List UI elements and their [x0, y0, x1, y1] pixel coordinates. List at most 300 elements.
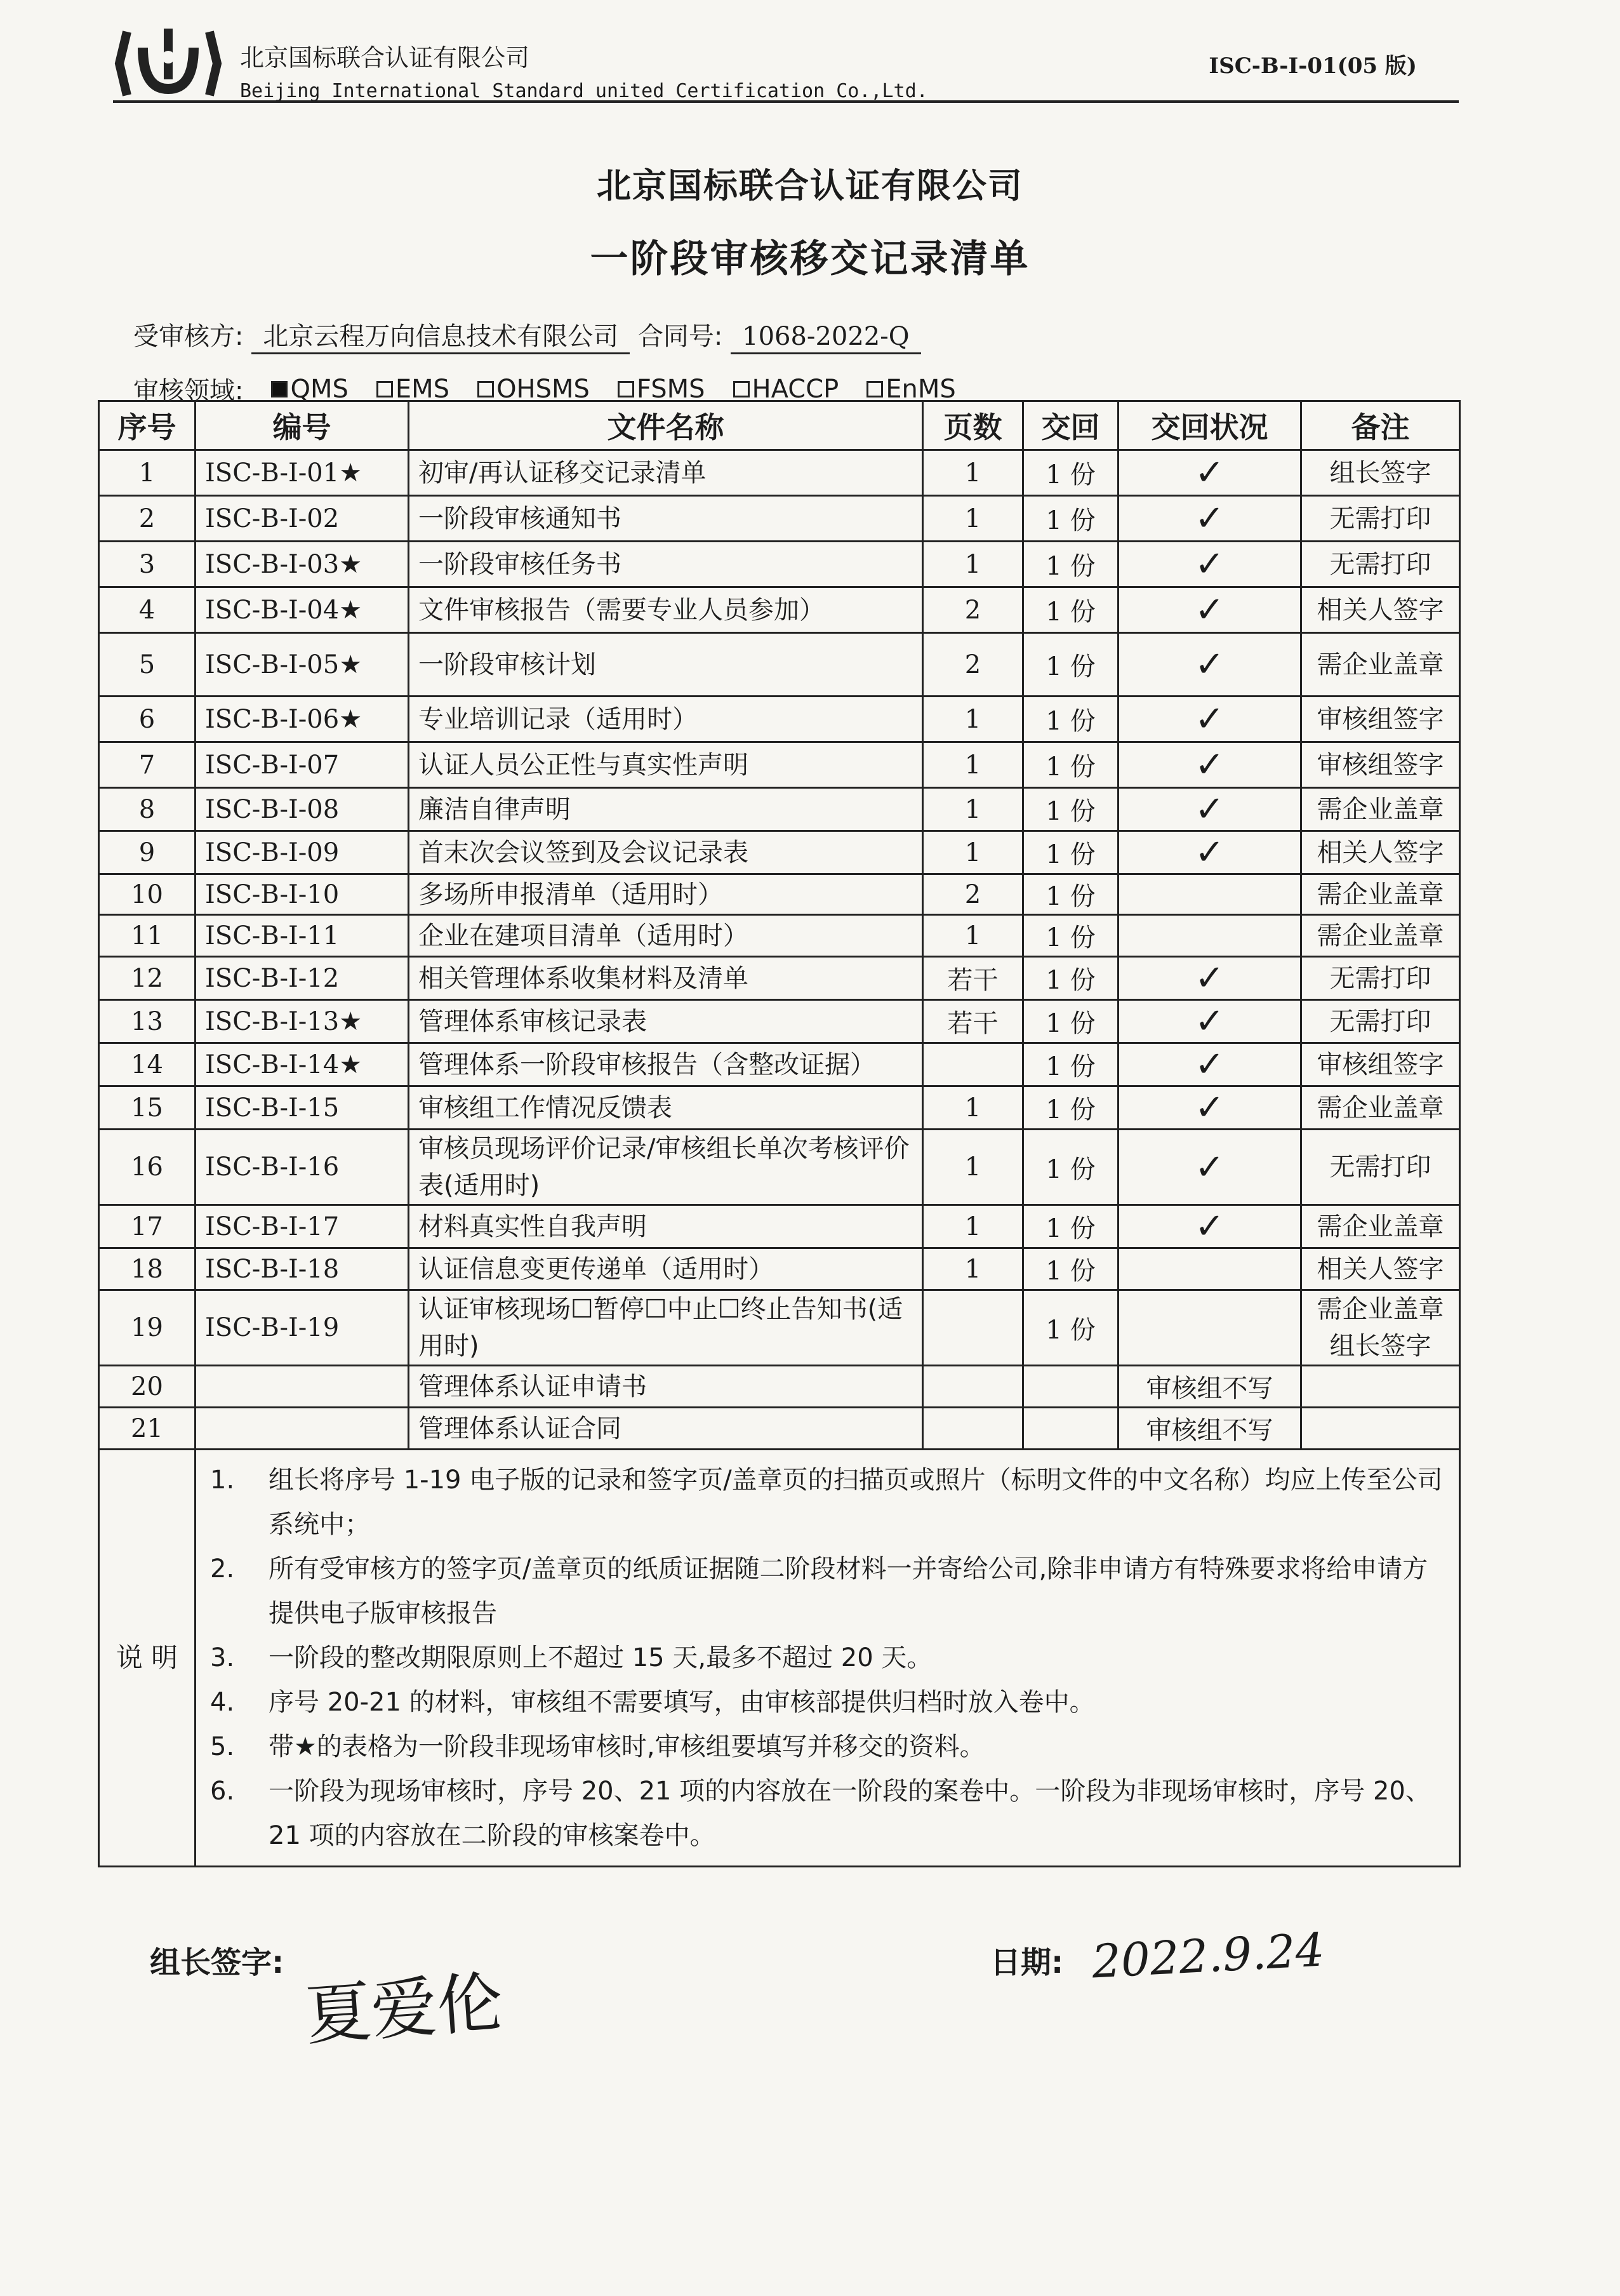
cell-filename: [409, 1130, 923, 1205]
check-mark-icon: ✓: [1195, 498, 1225, 539]
cell-pages: [923, 542, 1023, 587]
cell-no-text: 20: [131, 1372, 163, 1401]
cell-code: [196, 450, 409, 496]
cell-code-text: ISC-B-I-14★: [205, 1050, 362, 1079]
table-row: [99, 496, 1460, 542]
cell-returned: [1023, 1086, 1119, 1130]
cell-remark: [1301, 496, 1460, 542]
check-mark-icon: ✓: [1195, 744, 1225, 785]
cell-returned: [1023, 633, 1119, 697]
cell-pages: [923, 450, 1023, 496]
cell-pages: [923, 915, 1023, 957]
header-divider: [113, 100, 1459, 103]
cell-status-text: 审核组不写: [1146, 1416, 1273, 1445]
cell-no: [99, 915, 196, 957]
cell-returned-text: 1 份: [1046, 882, 1096, 911]
cell-remark: [1301, 1000, 1460, 1043]
cell-code: [196, 542, 409, 587]
check-mark-icon: ✓: [1195, 1087, 1225, 1128]
cell-filename: [409, 697, 923, 742]
note-text: 带★的表格为一阶段非现场审核时,审核组要填写并移交的资料。: [269, 1732, 985, 1761]
domain-name-qms: QMS: [290, 374, 349, 404]
check-mark-icon: ✓: [1195, 644, 1225, 685]
cell-code-text: ISC-B-I-05★: [205, 650, 362, 679]
letterhead-company-en: Beijing International Standard united Certification Co.,Ltd.: [240, 80, 928, 102]
cell-code: [196, 1130, 409, 1205]
cell-pages: [923, 587, 1023, 633]
domain-name-ems: EMS: [395, 374, 450, 404]
check-mark-icon: ✓: [1195, 958, 1225, 999]
note-text: 一阶段的整改期限原则上不超过 15 天,最多不超过 20 天。: [269, 1643, 933, 1672]
cell-remark-text: 审核组签字: [1317, 704, 1444, 734]
cell-status: [1119, 1366, 1301, 1408]
cell-returned-text: 1 份: [1046, 597, 1096, 627]
table-header-row: [99, 401, 1460, 450]
note-number: 4.: [210, 1688, 235, 1717]
cell-pages-text: 1: [964, 1152, 981, 1182]
cell-remark-text: 需企业盖章: [1317, 921, 1444, 951]
cell-pages-text: 2: [964, 879, 981, 909]
document-title: 北京国标联合认证有限公司: [597, 166, 1023, 206]
cell-no: [99, 831, 196, 874]
cell-pages: [923, 1086, 1023, 1130]
cell-remark-text: 审核组签字: [1317, 1050, 1444, 1079]
cell-no: [99, 957, 196, 1000]
cell-returned-text: 1 份: [1046, 840, 1096, 869]
cell-filename: [409, 633, 923, 697]
cell-status: [1119, 1043, 1301, 1086]
cell-no-text: 9: [138, 838, 156, 867]
note-number: 6.: [210, 1777, 235, 1806]
audit-domain-label: 审核领域:: [133, 377, 244, 406]
checkbox-qms: [271, 381, 288, 397]
cell-returned: [1023, 1205, 1119, 1248]
cell-filename-text: 管理体系认证申请书: [418, 1372, 647, 1401]
form-code: ISC-B-I-01(05 版): [1209, 53, 1417, 79]
table-row: [99, 742, 1460, 788]
domain-option-fsms: [618, 375, 705, 404]
cell-code-text: ISC-B-I-13★: [205, 1006, 362, 1036]
cell-status: [1119, 1408, 1301, 1450]
cell-filename-text: 专业培训记录（适用时）: [418, 704, 698, 734]
cell-returned-text: 1 份: [1046, 752, 1096, 782]
checkbox-ohsms: [477, 381, 494, 397]
domain-name-ohsms: OHSMS: [496, 374, 590, 404]
cell-returned: [1023, 496, 1119, 542]
cell-code: [196, 496, 409, 542]
table-row: [99, 957, 1460, 1000]
cell-code: [196, 1043, 409, 1086]
cell-code: [196, 874, 409, 915]
cell-no-text: 3: [138, 549, 156, 579]
check-mark-icon: ✓: [1195, 1206, 1225, 1247]
cell-code: [196, 1408, 409, 1450]
cell-filename: [409, 915, 923, 957]
cell-code-text: ISC-B-I-04★: [205, 595, 362, 625]
cell-filename: [409, 1408, 923, 1450]
cell-no-text: 16: [131, 1152, 163, 1182]
check-mark-icon: ✓: [1195, 589, 1225, 631]
check-mark-icon: ✓: [1195, 1044, 1225, 1085]
cell-code: [196, 831, 409, 874]
cell-returned-text: 1 份: [1046, 923, 1096, 952]
cell-remark-text: 无需打印: [1329, 549, 1431, 579]
cell-no-text: 15: [131, 1093, 163, 1123]
domain-name-fsms: FSMS: [636, 374, 705, 404]
cell-returned: [1023, 957, 1119, 1000]
cell-status: [1119, 788, 1301, 831]
cell-code-text: ISC-B-I-02: [205, 504, 340, 533]
handwritten-date: 2022.9.24: [1091, 1923, 1326, 1989]
cell-status: [1119, 496, 1301, 542]
cell-returned-text: 1 份: [1046, 460, 1096, 490]
cell-filename-text: 一阶段审核计划: [418, 650, 596, 679]
cell-remark-text: 需企业盖章: [1317, 1093, 1444, 1123]
cell-code: [196, 633, 409, 697]
cell-no: [99, 496, 196, 542]
cell-returned-text: 1 份: [1046, 797, 1096, 826]
note-text: 组长将序号 1-19 电子版的记录和签字页/盖章页的扫描页或照片（标明文件的中文名称）均应上传至公司系统中；: [269, 1465, 1443, 1539]
cell-no-text: 13: [131, 1006, 163, 1036]
cell-code-text: ISC-B-I-10: [205, 879, 340, 909]
header-no: 序号: [99, 401, 196, 450]
note-text: 一阶段为现场审核时，序号 20、21 项的内容放在一阶段的案卷中。一阶段为非现场审核时，序号 20、21 项的内容放在二阶段的审核案卷中。: [269, 1777, 1431, 1850]
cell-remark: [1301, 831, 1460, 874]
cell-filename: [409, 450, 923, 496]
cell-no: [99, 450, 196, 496]
cell-remark: [1301, 1248, 1460, 1290]
cell-code: [196, 1248, 409, 1290]
cell-remark-text: 需企业盖章: [1317, 794, 1444, 824]
note-item: [205, 1547, 1450, 1636]
cell-code-text: ISC-B-I-01★: [205, 458, 362, 488]
cell-code-text: ISC-B-I-07: [205, 750, 340, 780]
domain-option-enms: [866, 375, 956, 404]
cell-no-text: 4: [138, 595, 156, 625]
cell-remark: [1301, 1130, 1460, 1205]
cell-pages-text: 2: [964, 650, 981, 679]
cell-pages-text: 1: [964, 1093, 981, 1123]
cell-filename: [409, 1248, 923, 1290]
cell-returned-text: 1 份: [1046, 1214, 1096, 1243]
cell-code-text: ISC-B-I-17: [205, 1211, 340, 1241]
auditee-line: [133, 316, 921, 352]
cell-returned: [1023, 697, 1119, 742]
cell-returned: [1023, 831, 1119, 874]
cell-status: [1119, 697, 1301, 742]
note-text: 序号 20-21 的材料，审核组不需要填写，由审核部提供归档时放入卷中。: [269, 1688, 1095, 1717]
table-row: [99, 1205, 1460, 1248]
cell-filename: [409, 1290, 923, 1366]
cell-remark-text: 相关人签字: [1317, 595, 1444, 625]
cell-no-text: 21: [131, 1413, 163, 1443]
note-item: [205, 1458, 1450, 1547]
table-row: [99, 1366, 1460, 1408]
check-mark-icon: ✓: [1195, 452, 1225, 493]
cell-remark: [1301, 697, 1460, 742]
cell-no: [99, 1086, 196, 1130]
cell-remark: [1301, 542, 1460, 587]
cell-remark: [1301, 1290, 1460, 1366]
company-logo: [114, 19, 222, 108]
notes-content: [196, 1450, 1460, 1867]
cell-status: [1119, 1000, 1301, 1043]
checkbox-haccp: [733, 381, 750, 397]
note-number: 2.: [210, 1554, 235, 1584]
domain-option-haccp: [733, 375, 839, 404]
cell-filename: [409, 874, 923, 915]
notes-label-text: 说 明: [116, 1641, 178, 1673]
domain-option-qms: [271, 375, 348, 404]
cell-code-text: ISC-B-I-12: [205, 963, 340, 993]
check-mark-icon: ✓: [1195, 698, 1225, 740]
cell-no: [99, 633, 196, 697]
checkbox-ems: [376, 381, 393, 397]
cell-status: [1119, 1086, 1301, 1130]
cell-filename: [409, 542, 923, 587]
table-row: [99, 1290, 1460, 1366]
leader-signature-label: 组长签字:: [150, 1945, 284, 1980]
cell-remark: [1301, 633, 1460, 697]
cell-no: [99, 1408, 196, 1450]
table-row: [99, 542, 1460, 587]
letterhead-company-cn: 北京国标联合认证有限公司: [240, 44, 530, 72]
cell-returned-text: 1 份: [1046, 1009, 1096, 1038]
cell-filename-text: 管理体系一阶段审核报告（含整改证据）: [418, 1050, 875, 1079]
cell-filename-text: 一阶段审核任务书: [418, 549, 621, 579]
cell-pages-text: 1: [964, 750, 981, 780]
domain-option-ohsms: [477, 375, 590, 404]
cell-remark-text: 无需打印: [1329, 1152, 1431, 1182]
cell-filename: [409, 831, 923, 874]
cell-no-text: 6: [138, 704, 156, 734]
check-mark-icon: ✓: [1195, 544, 1225, 585]
cell-filename-text: 多场所申报清单（适用时）: [418, 879, 723, 909]
note-text: 所有受审核方的签字页/盖章页的纸质证据随二阶段材料一并寄给公司,除非申请方有特殊要求将给申请方提供电子版审核报告: [269, 1554, 1428, 1628]
cell-no-text: 2: [138, 504, 156, 533]
cell-no: [99, 1000, 196, 1043]
note-number: 1.: [210, 1465, 235, 1495]
cell-remark: [1301, 587, 1460, 633]
cell-pages: [923, 697, 1023, 742]
cell-status: [1119, 450, 1301, 496]
cell-filename: [409, 1086, 923, 1130]
note-item: [205, 1636, 1450, 1680]
cell-status: [1119, 542, 1301, 587]
cell-returned-text: 1 份: [1046, 707, 1096, 736]
auditee-value: 北京云程万向信息技术有限公司: [251, 322, 630, 354]
cell-pages-text: 若干: [947, 966, 999, 995]
cell-remark-text: 相关人签字: [1317, 838, 1444, 867]
cell-remark-text: 审核组签字: [1317, 750, 1444, 780]
cell-no-text: 18: [131, 1254, 163, 1284]
cell-returned-text: 1 份: [1046, 552, 1096, 581]
cell-pages: [923, 788, 1023, 831]
cell-no: [99, 788, 196, 831]
table-row: [99, 1086, 1460, 1130]
cell-returned: [1023, 1290, 1119, 1366]
table-row: [99, 1043, 1460, 1086]
cell-code: [196, 587, 409, 633]
cell-remark: [1301, 874, 1460, 915]
cell-code: [196, 1000, 409, 1043]
cell-no: [99, 587, 196, 633]
cell-returned-text: 1 份: [1046, 506, 1096, 535]
cell-pages: [923, 1248, 1023, 1290]
cell-status: [1119, 1130, 1301, 1205]
cell-filename: [409, 1043, 923, 1086]
cell-code-text: ISC-B-I-08: [205, 794, 340, 824]
contract-label: 合同号:: [637, 322, 723, 351]
table-row: [99, 1130, 1460, 1205]
cell-filename-text: 管理体系认证合同: [418, 1413, 621, 1443]
cell-filename-text: 材料真实性自我声明: [418, 1211, 647, 1241]
cell-no: [99, 697, 196, 742]
cell-returned: [1023, 1000, 1119, 1043]
cell-filename: [409, 742, 923, 788]
cell-status: [1119, 1248, 1301, 1290]
cell-pages: [923, 742, 1023, 788]
cell-returned-text: 1 份: [1046, 1154, 1096, 1184]
cell-returned-text: 1 份: [1046, 652, 1096, 681]
cell-no: [99, 1366, 196, 1408]
table-row: [99, 587, 1460, 633]
document-subtitle: 一阶段审核移交记录清单: [590, 237, 1030, 281]
cell-code-text: ISC-B-I-11: [205, 921, 340, 951]
contract-value: 1068-2022-Q: [731, 322, 920, 354]
cell-pages-text: 1: [964, 838, 981, 867]
cell-no: [99, 742, 196, 788]
cell-status: [1119, 633, 1301, 697]
cell-filename: [409, 788, 923, 831]
cell-code-text: ISC-B-I-09: [205, 838, 340, 867]
cell-pages-text: 1: [964, 549, 981, 579]
table-row: [99, 1248, 1460, 1290]
table-row: [99, 831, 1460, 874]
cell-remark: [1301, 1086, 1460, 1130]
header-pages: 页数: [923, 401, 1023, 450]
cell-returned: [1023, 542, 1119, 587]
cell-no-text: 1: [138, 458, 156, 488]
cell-no-text: 10: [131, 879, 163, 909]
cell-pages: [923, 957, 1023, 1000]
cell-remark: [1301, 788, 1460, 831]
cell-filename-text: 管理体系审核记录表: [418, 1006, 647, 1036]
cell-filename-text: 认证信息变更传递单（适用时）: [418, 1254, 774, 1284]
cell-code: [196, 788, 409, 831]
cell-filename-text: 初审/再认证移交记录清单: [418, 458, 707, 488]
cell-no: [99, 1290, 196, 1366]
cell-returned: [1023, 915, 1119, 957]
cell-returned: [1023, 788, 1119, 831]
cell-remark: [1301, 1043, 1460, 1086]
table-row: [99, 874, 1460, 915]
cell-no-text: 8: [138, 794, 156, 824]
cell-filename-text: 审核员现场评价记录/审核组长单次考核评价表(适用时): [418, 1134, 910, 1200]
cell-pages-text: 1: [964, 1254, 981, 1284]
cell-returned: [1023, 587, 1119, 633]
header-returned: 交回: [1023, 401, 1119, 450]
cell-no: [99, 542, 196, 587]
cell-remark: [1301, 915, 1460, 957]
cell-status: [1119, 915, 1301, 957]
table-body: [99, 450, 1460, 1867]
cell-no: [99, 1248, 196, 1290]
cell-code: [196, 1290, 409, 1366]
cell-code: [196, 915, 409, 957]
cell-status: [1119, 1205, 1301, 1248]
cell-pages: [923, 1043, 1023, 1086]
cell-status-text: 审核组不写: [1146, 1374, 1273, 1403]
cell-pages: [923, 1000, 1023, 1043]
cell-code-text: ISC-B-I-19: [205, 1313, 340, 1342]
cell-filename-text: 企业在建项目清单（适用时）: [418, 921, 748, 951]
cell-no-text: 11: [131, 921, 163, 951]
cell-pages-text: 1: [964, 921, 981, 951]
auditee-label: 受审核方:: [133, 322, 244, 351]
note-number: 5.: [210, 1732, 235, 1761]
cell-no: [99, 1043, 196, 1086]
cell-no: [99, 1130, 196, 1205]
check-mark-icon: ✓: [1195, 1001, 1225, 1042]
notes-row: [99, 1450, 1460, 1867]
cell-code: [196, 742, 409, 788]
header-filename: 文件名称: [409, 401, 923, 450]
cell-status: [1119, 957, 1301, 1000]
cell-remark: [1301, 450, 1460, 496]
cell-no-text: 14: [131, 1050, 163, 1079]
cell-filename-text: 审核组工作情况反馈表: [418, 1093, 672, 1123]
cell-status: [1119, 874, 1301, 915]
cell-no: [99, 874, 196, 915]
cell-code: [196, 957, 409, 1000]
cell-returned-text: 1 份: [1046, 966, 1096, 995]
cell-no-text: 19: [131, 1313, 163, 1342]
cell-no-text: 5: [138, 650, 156, 679]
cell-no-text: 17: [131, 1211, 163, 1241]
cell-pages: [923, 633, 1023, 697]
notes-label: [99, 1450, 196, 1867]
cell-filename: [409, 1366, 923, 1408]
cell-remark-text: 需企业盖章: [1317, 650, 1444, 679]
cell-pages-text: 1: [964, 504, 981, 533]
cell-code-text: ISC-B-I-18: [205, 1254, 340, 1284]
cell-remark-text: 相关人签字: [1317, 1254, 1444, 1284]
cell-pages: [923, 1130, 1023, 1205]
domain-name-enms: EnMS: [886, 374, 956, 404]
cell-filename-text: 首末次会议签到及会议记录表: [418, 838, 748, 867]
cell-pages-text: 若干: [947, 1009, 999, 1038]
cell-filename: [409, 587, 923, 633]
cell-code-text: ISC-B-I-03★: [205, 549, 362, 579]
cell-returned: [1023, 742, 1119, 788]
cell-status: [1119, 831, 1301, 874]
cell-pages-text: 1: [964, 458, 981, 488]
cell-pages: [923, 496, 1023, 542]
cell-returned: [1023, 1366, 1119, 1408]
table-row: [99, 450, 1460, 496]
cell-returned-text: 1 份: [1046, 1095, 1096, 1125]
header-code: 编号: [196, 401, 409, 450]
table-row: [99, 915, 1460, 957]
cell-remark-text: 需企业盖章: [1317, 1211, 1444, 1241]
cell-no-text: 12: [131, 963, 163, 993]
cell-filename: [409, 1000, 923, 1043]
note-item: [205, 1680, 1450, 1725]
cell-returned-text: 1 份: [1046, 1257, 1096, 1286]
cell-remark-text: 组长签字: [1329, 458, 1431, 488]
note-item: [205, 1769, 1450, 1858]
